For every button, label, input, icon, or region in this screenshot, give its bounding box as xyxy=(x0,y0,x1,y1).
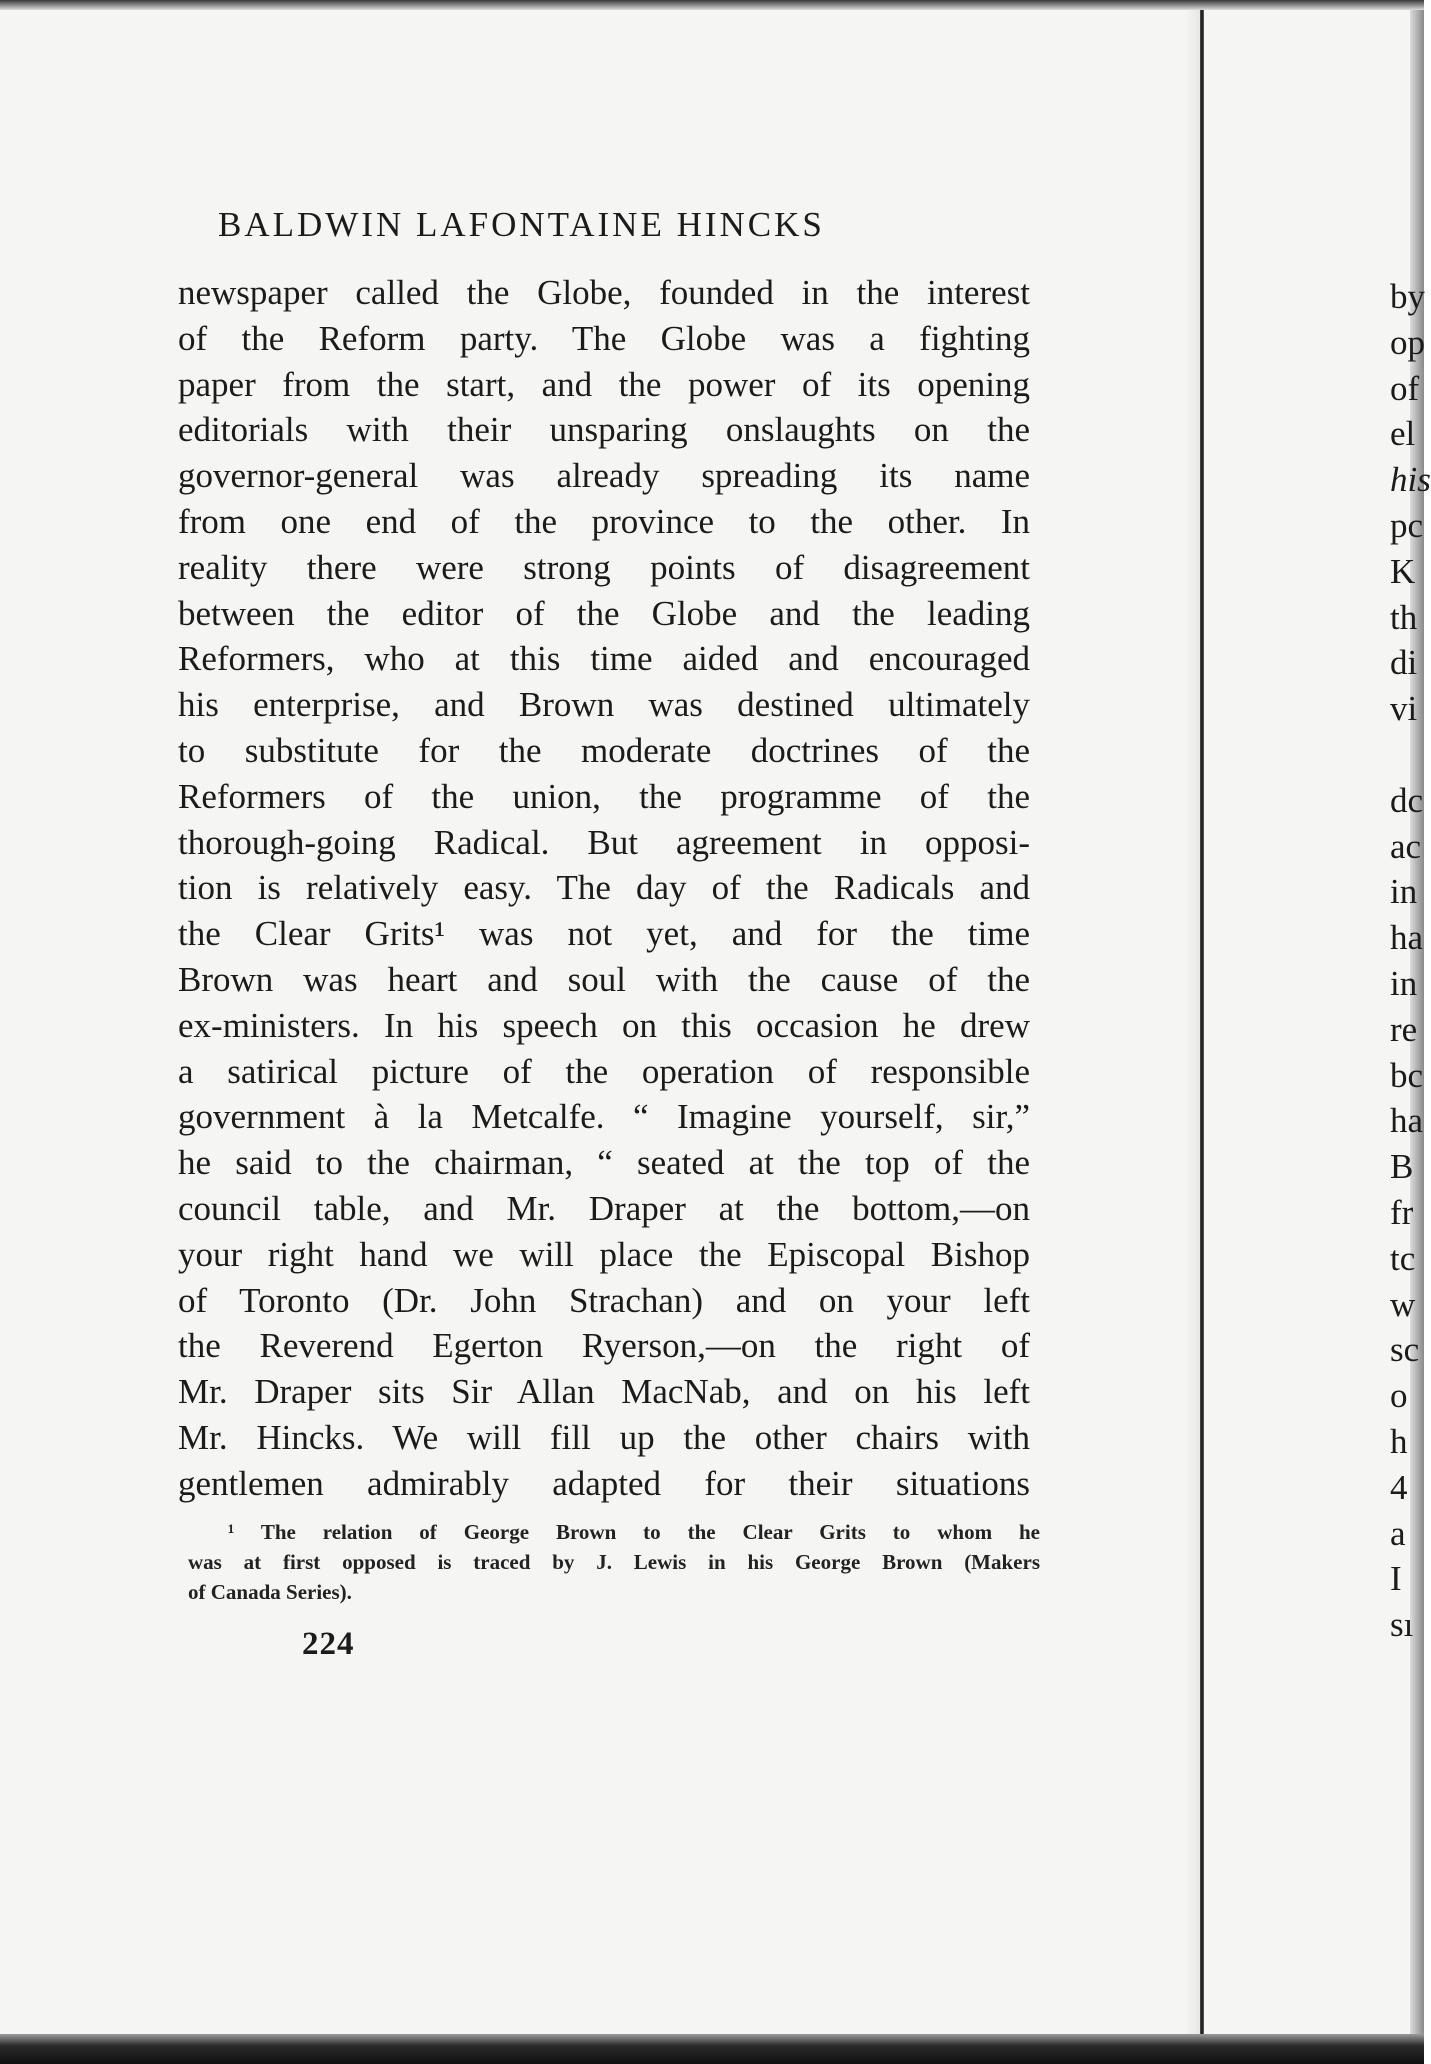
right-page-fragment: re xyxy=(1390,1009,1418,1049)
right-page-fragment: his xyxy=(1390,460,1431,500)
right-page-fragment: of xyxy=(1390,368,1420,408)
footnote-line: ¹ The relation of George Brown to the Clear Grits to whom he xyxy=(228,1520,1040,1544)
right-page-fragment: B xyxy=(1390,1147,1414,1187)
right-page-fragment: sc xyxy=(1390,1330,1420,1370)
right-page-fragment: ac xyxy=(1390,826,1422,866)
body-line: between the editor of the Globe and the leading xyxy=(178,593,1030,633)
right-page-fragment: th xyxy=(1390,597,1418,637)
right-page-fragment: in xyxy=(1390,872,1418,912)
body-line: governor-general was already spreading its name xyxy=(178,456,1030,496)
footnote-line: was at first opposed is traced by J. Lewis in his George Brown (Makers xyxy=(188,1550,1040,1574)
right-page-fragment: vi xyxy=(1390,689,1418,729)
right-page-fragment: h xyxy=(1390,1421,1408,1461)
body-line: thorough-going Radical. But agreement in opposi- xyxy=(178,822,1030,862)
body-line: council table, and Mr. Draper at the bottom,—on xyxy=(178,1188,1030,1228)
body-line: his enterprise, and Brown was destined ultimately xyxy=(178,685,1030,725)
body-line: tion is relatively easy. The day of the Radicals and xyxy=(178,868,1030,908)
running-head: BALDWIN LAFONTAINE HINCKS xyxy=(218,205,825,244)
body-line: Brown was heart and soul with the cause of the xyxy=(178,959,1030,999)
right-page-fragment: sı xyxy=(1390,1605,1414,1645)
gutter-shadow xyxy=(1185,10,1200,2034)
body-text xyxy=(178,270,1030,1507)
body-line: reality there were strong points of disagreement xyxy=(178,547,1030,587)
body-line: he said to the chairman, “ seated at the top of the xyxy=(178,1143,1030,1183)
body-line: Reformers, who at this time aided and encouraged xyxy=(178,639,1030,679)
book-gutter xyxy=(1200,10,1204,2034)
right-page-fragment: bc xyxy=(1390,1055,1424,1095)
scan-bottom-edge xyxy=(0,2034,1424,2064)
footnote xyxy=(188,1517,1040,1607)
right-page-fragment: o xyxy=(1390,1376,1408,1416)
right-page-fragment: 4 xyxy=(1390,1467,1408,1507)
body-line: your right hand we will place the Episcopal Bishop xyxy=(178,1234,1030,1274)
body-line: of the Reform party. The Globe was a fighting xyxy=(178,318,1030,358)
body-line: the Reverend Egerton Ryerson,—on the right of xyxy=(178,1326,1030,1366)
body-line: to substitute for the moderate doctrines of the xyxy=(178,730,1030,770)
right-page-fragment: op xyxy=(1390,322,1425,362)
right-page-fragment xyxy=(1390,732,1430,778)
right-page-fragment: ha xyxy=(1390,1101,1424,1141)
right-page-fragment: by xyxy=(1390,277,1425,316)
right-page-fragment: I xyxy=(1390,1559,1402,1599)
right-page-fragment: ha xyxy=(1390,918,1424,958)
body-line: Mr. Hincks. We will fill up the other chairs with xyxy=(178,1417,1030,1457)
right-page-fragment: w xyxy=(1390,1284,1416,1324)
footnote-line: of Canada Series). xyxy=(188,1580,352,1604)
right-page-edge-text xyxy=(1390,274,1430,1648)
body-line: Mr. Draper sits Sir Allan MacNab, and on his left xyxy=(178,1372,1030,1412)
right-page-fragment: fr xyxy=(1390,1192,1414,1232)
scan-top-edge xyxy=(0,0,1424,10)
body-line: from one end of the province to the other. In xyxy=(178,501,1030,541)
page-number: 224 xyxy=(302,1626,355,1662)
body-line: paper from the start, and the power of its opening xyxy=(178,364,1030,404)
right-page-fragment: a xyxy=(1390,1513,1406,1553)
body-line: Reformers of the union, the programme of the xyxy=(178,776,1030,816)
body-line: a satirical picture of the operation of responsible xyxy=(178,1051,1030,1091)
body-line: the Clear Grits¹ was not yet, and for the time xyxy=(178,914,1030,954)
body-line: newspaper called the Globe, founded in the interest xyxy=(178,273,1030,312)
right-page-fragment: in xyxy=(1390,963,1418,1003)
body-line: gentlemen admirably adapted for their situations xyxy=(178,1463,1030,1503)
body-line: government à la Metcalfe. “ Imagine yourself, sir,” xyxy=(178,1097,1030,1137)
right-page-fragment: dc xyxy=(1390,780,1424,820)
right-page-fragment: K xyxy=(1390,551,1416,591)
right-page-fragment: di xyxy=(1390,643,1418,683)
right-page-fragment: tc xyxy=(1390,1238,1416,1278)
right-page-fragment: el xyxy=(1390,414,1416,454)
body-line: ex-ministers. In his speech on this occasion he drew xyxy=(178,1005,1030,1045)
right-page-fragment: pc xyxy=(1390,505,1424,545)
body-line: of Toronto (Dr. John Strachan) and on your left xyxy=(178,1280,1030,1320)
body-line: editorials with their unsparing onslaughts on the xyxy=(178,410,1030,450)
